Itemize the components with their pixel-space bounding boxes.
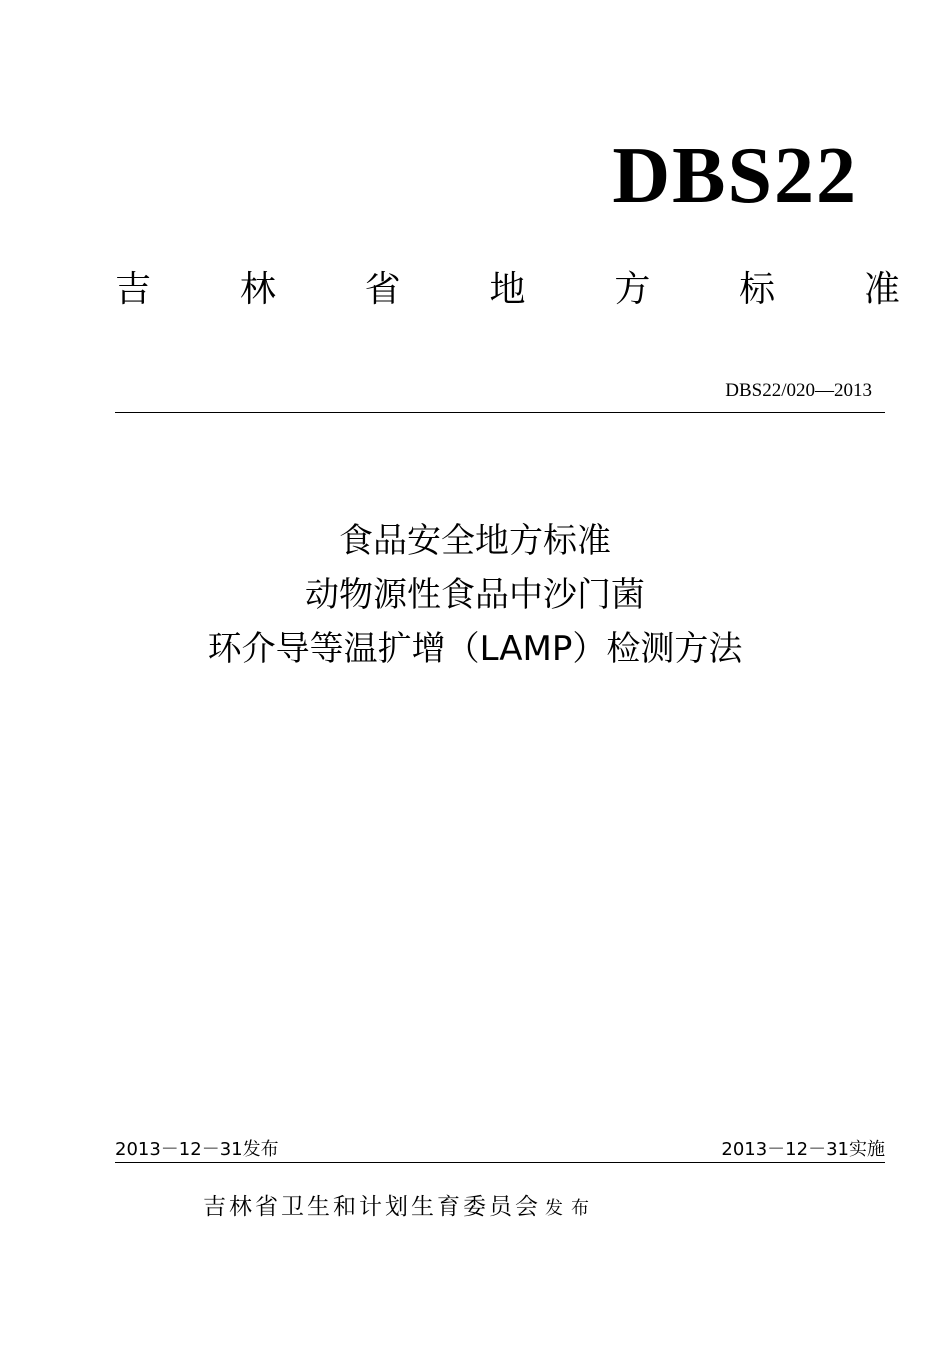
standard-number: DBS22/020—2013 [725, 380, 872, 401]
document-title [0, 514, 950, 676]
title-line: 动物源性食品中沙门菌 [305, 575, 645, 615]
title-line: 环介导等温扩增（LAMP）检测方法 [207, 629, 743, 669]
standard-code: DBS22 [612, 132, 858, 220]
standard-type-char: 地 [489, 269, 526, 310]
standard-type-char: 吉 [115, 269, 152, 310]
top-divider [115, 412, 885, 413]
standard-type-heading [115, 266, 900, 314]
standard-type-char: 省 [364, 269, 401, 310]
title-line: 食品安全地方标准 [339, 521, 611, 561]
publisher-suffix: 发布 [545, 1198, 597, 1219]
publisher-line [203, 1190, 597, 1226]
implement-date: 2013－12－31实施 [721, 1139, 885, 1160]
publisher-name: 吉林省卫生和计划生育委员会 [203, 1194, 541, 1220]
standard-type-char: 方 [614, 269, 651, 310]
standard-type-char: 准 [863, 269, 900, 310]
bottom-divider [115, 1162, 885, 1163]
standard-type-char: 标 [739, 269, 776, 310]
standard-type-char: 林 [239, 269, 276, 310]
issue-date: 2013－12－31发布 [115, 1139, 279, 1160]
